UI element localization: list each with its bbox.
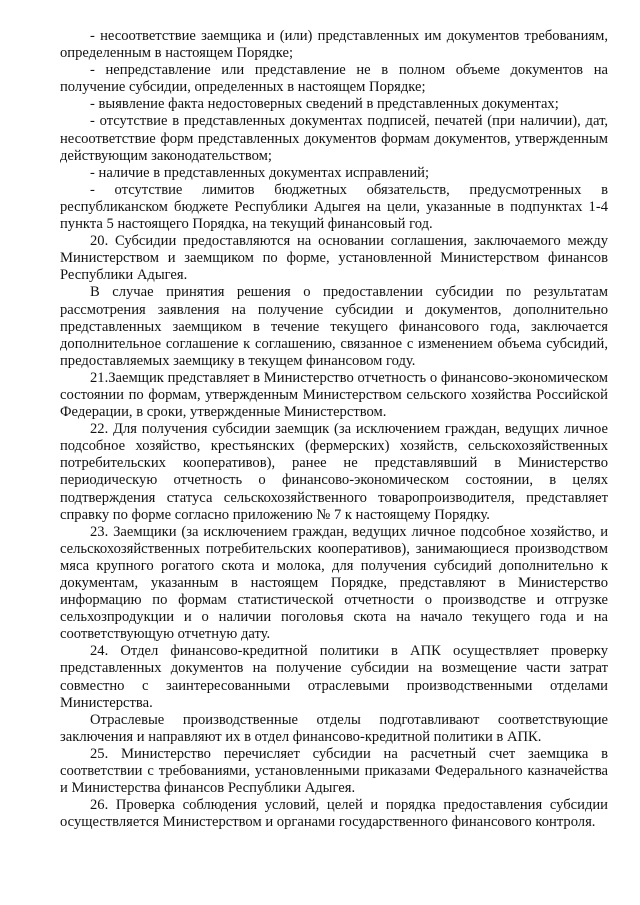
paragraph-20: 20. Субсидии предоставляются на основании соглашения, заключаемого между Министерством и заемщиком по форме, установленной Министерством финансов Республики Адыгея. xyxy=(60,233,608,284)
list-item-missing-signatures: - отсутствие в представленных документах подписей, печатей (при наличии), дат, несоответствие форм представленных документов формам документов, утвержденным действующим законодательством; xyxy=(60,113,608,164)
list-item-no-budget-limits: - отсутствие лимитов бюджетных обязательств, предусмотренных в республиканском бюджете Республики Адыгея на цели, указанные в подпунктах 1-4 пункта 5 настоящего Порядка, на текущий финансовый год. xyxy=(60,181,608,233)
list-item-corrections: - наличие в представленных документах исправлений; xyxy=(90,164,430,181)
paragraph-24-departments: Отраслевые производственные отделы подготавливают соответствующие заключения и направляют их в отдел финансово-кредитной политики в АПК. xyxy=(60,711,608,745)
list-item-false-information: - выявление факта недостоверных сведений в представленных документах; xyxy=(90,96,559,113)
list-item-incomplete-documents: - непредставление или представление не в полном объеме документов на получение субсидии, определенных в настоящем Порядке; xyxy=(60,62,608,96)
paragraph-25: 25. Министерство перечисляет субсидии на расчетный счет заемщика в соответствии с требованиями, установленными приказами Федерального казначейства и Министерства финансов Республики Адыгея. xyxy=(60,745,608,797)
paragraph-26: 26. Проверка соблюдения условий, целей и порядка предоставления субсидии осуществляется Министерством и органами государственного финансового контроля. xyxy=(60,797,608,831)
paragraph-23: 23. Заемщики (за исключением граждан, ведущих личное подсобное хозяйство, и сельскохозяйственных потребительских кооперативов), занимающиеся производством мяса крупного рогатого скота и молока, для получения субсидий дополнительно к документам, указанным в настоящем Порядке, представляют в Министерство информацию по формам статистической отчетности о производстве и отгрузке сельхозпродукции и о наличии поголовья скота на начало текущего года и на соответствующую отчетную дату. xyxy=(60,523,608,643)
paragraph-24: 24. Отдел финансово-кредитной политики в АПК осуществляет проверку представленных документов на получение субсидии на возмещение части затрат совместно с заинтересованными отраслевыми производственными отделами Министерства. xyxy=(60,643,608,711)
paragraph-20-additional-agreement: В случае принятия решения о предоставлении субсидии по результатам рассмотрения заявления на получение субсидии и документов, дополнительно представленных заемщиком в течение текущего финансового года, заключается дополнительное соглашение к соглашению, связанное с изменением объема субсидий, предоставляемых заемщику в текущем финансовом году. xyxy=(60,284,608,369)
list-item-noncompliance: - несоответствие заемщика и (или) представленных им документов требованиям, определенным в настоящем Порядке; xyxy=(60,28,608,62)
paragraph-21: 21.Заемщик представляет в Министерство отчетность о финансово-экономическом состоянии по формам, утвержденным Министерством сельского хозяйства Российской Федерации, в сроки, утвержденные Министерством. xyxy=(60,369,608,421)
paragraph-22: 22. Для получения субсидии заемщик (за исключением граждан, ведущих личное подсобное хозяйство, крестьянских (фермерских) хозяйств, сельскохозяйственных потребительских кооперативов), ранее не представлявший в Министерство периодическую отчетность о финансово-экономическом состоянии, в целях подтверждения статуса сельскохозяйственного товаропроизводителя, представляет справку по форме согласно приложению № 7 к настоящему Порядку. xyxy=(60,421,608,523)
